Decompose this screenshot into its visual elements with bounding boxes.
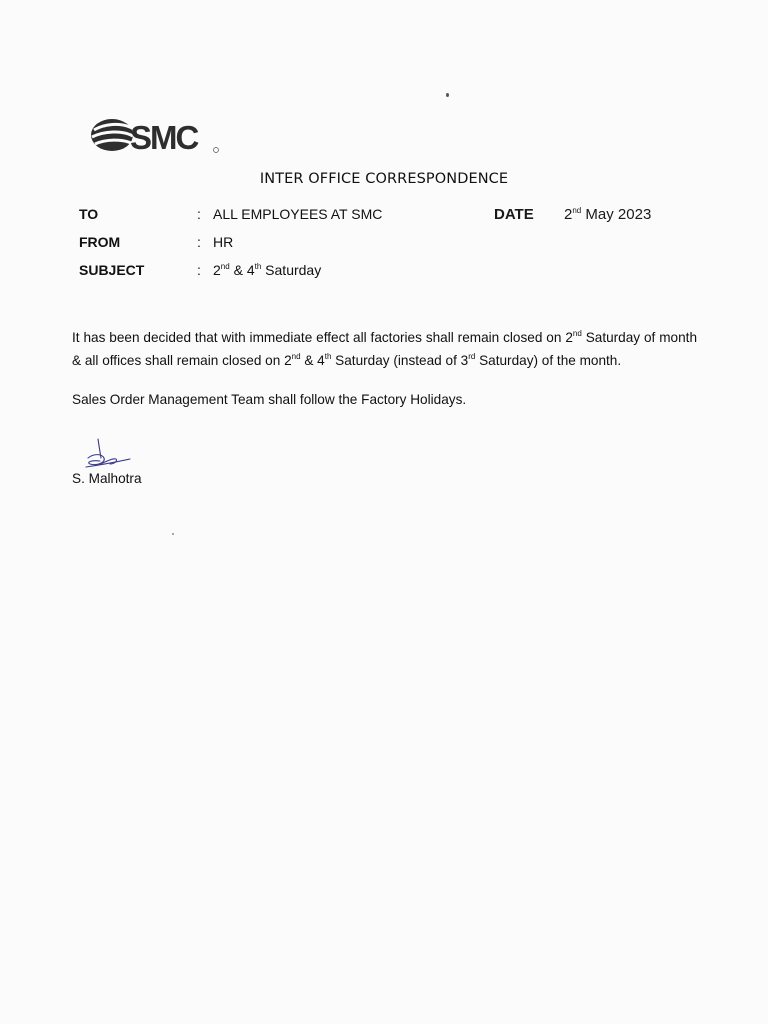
from-value: HR [213,234,234,250]
subject-label: SUBJECT [79,262,145,278]
signatory-name: S. Malhotra [72,471,142,486]
scan-speck [172,533,174,535]
memo-heading: INTER OFFICE CORRESPONDENCE [259,171,509,187]
sales-order-paragraph: Sales Order Management Team shall follow the Factory Holidays. [72,392,467,407]
smc-logo [90,112,220,156]
from-label: FROM [79,234,121,250]
subject-value: 2nd & 4th Saturday [213,262,322,278]
to-value: ALL EMPLOYEES AT SMC [213,206,383,222]
from-separator: : [197,234,201,250]
date-label: DATE [494,206,534,223]
svg-text:SMC: SMC [130,119,198,156]
to-separator: : [197,206,201,222]
date-value: 2nd May 2023 [564,206,652,223]
signature [82,436,134,472]
scan-speck [446,93,449,97]
subject-separator: : [197,262,201,278]
to-label: TO [79,206,99,222]
announcement-paragraph: It has been decided that with immediate effect all factories shall remain closed on 2nd Saturday of month & all offices shall remain closed on 2nd & 4th Saturday (instead of 3rd Saturday) of the month. [72,329,698,368]
